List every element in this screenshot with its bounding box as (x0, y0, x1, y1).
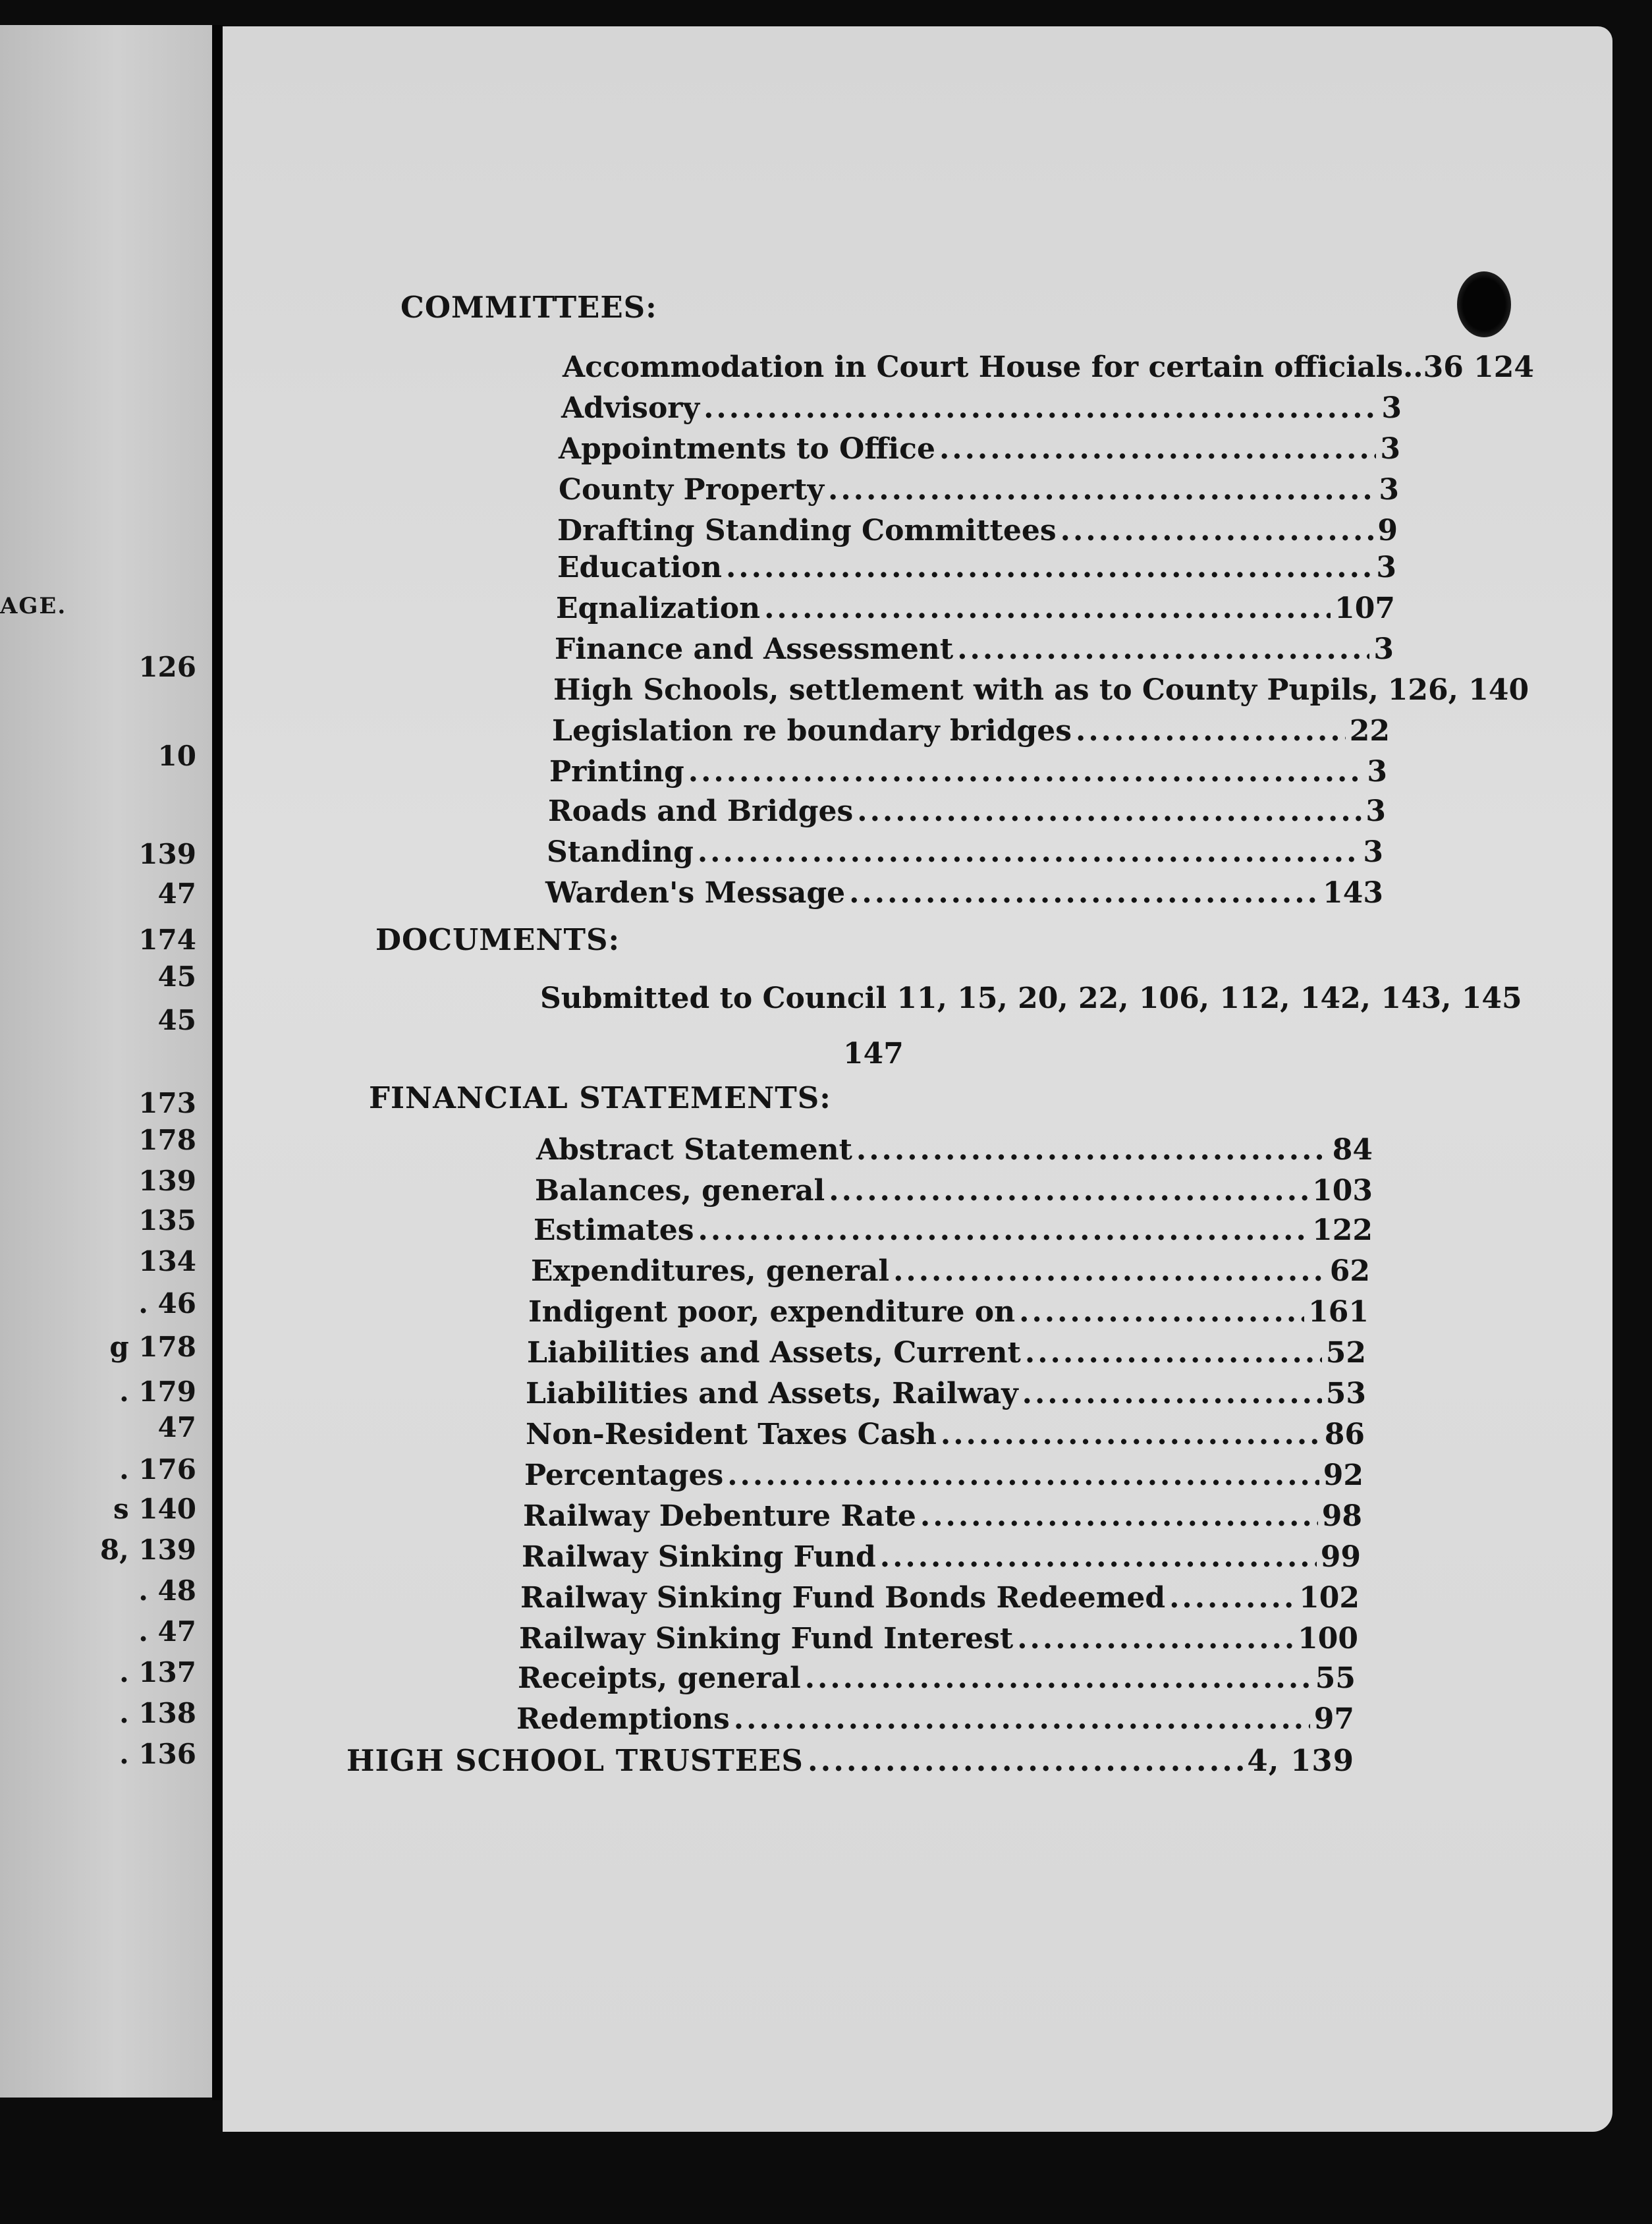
entry-label: Estimates (534, 1213, 694, 1247)
entry-label: Finance and Assessment (555, 632, 954, 666)
entry-page: 99 (1320, 1540, 1361, 1574)
index-entry (549, 755, 1387, 789)
entry-label: Railway Debenture Rate (523, 1499, 916, 1533)
index-entry (516, 1702, 1354, 1736)
left-page-number: s 140 (113, 1493, 196, 1525)
leader-dots (1022, 1377, 1322, 1410)
index-entry (534, 1213, 1373, 1247)
entry-page: 9 (1377, 514, 1398, 547)
left-page-number: 47 (157, 877, 196, 910)
entry-page: 22 (1349, 714, 1390, 748)
entry-page: ..36 124 (1402, 350, 1535, 384)
left-page-number: 135 (138, 1204, 196, 1237)
left-page-number: . 48 (138, 1574, 196, 1607)
entry-page: 92 (1323, 1459, 1363, 1492)
entry-label: Balances, general (535, 1174, 825, 1208)
index-entry (559, 473, 1399, 507)
leader-dots (1025, 1336, 1322, 1370)
entry-page: 143 (1323, 876, 1383, 910)
leader-dots (1019, 1295, 1304, 1329)
index-entry (561, 391, 1402, 425)
index-entry (526, 1418, 1365, 1451)
entry-label: Advisory (561, 391, 700, 425)
entry-page: 3 (1381, 391, 1402, 425)
left-page-number: 8, 139 (99, 1534, 196, 1566)
left-page-number: 139 (138, 1165, 196, 1197)
left-page-number: 10 (157, 740, 196, 772)
leader-dots (805, 1661, 1311, 1695)
left-page-number: 126 (138, 651, 196, 683)
entry-label: Accommodation in Court House for certain officials (563, 350, 1403, 384)
leader-dots (849, 876, 1319, 910)
index-entry (552, 714, 1390, 748)
documents-heading: DOCUMENTS: (375, 922, 620, 957)
left-page-number: . 46 (138, 1287, 196, 1320)
left-page-number: . 176 (119, 1453, 196, 1486)
left-page-fragment (0, 25, 212, 2098)
index-entry (556, 592, 1395, 625)
index-entry (524, 1459, 1363, 1492)
leader-dots (734, 1702, 1310, 1736)
leader-dots (727, 1459, 1319, 1492)
entry-label: Non-Resident Taxes Cash (526, 1418, 937, 1451)
entry-label: Appointments to Office (559, 432, 935, 466)
committees-heading: COMMITTEES: (400, 290, 657, 325)
leader-dots (829, 1174, 1308, 1208)
entry-label: Roads and Bridges (548, 794, 854, 828)
financial-statements-heading: FINANCIAL STATEMENTS: (369, 1080, 831, 1115)
index-entry (547, 835, 1383, 869)
entry-page: 103 (1312, 1174, 1373, 1208)
index-entry (518, 1661, 1356, 1695)
leader-dots (957, 632, 1369, 666)
entry-page: 3 (1363, 835, 1383, 869)
index-entry (557, 551, 1396, 584)
entry-page: 3 (1373, 632, 1394, 666)
index-entry (519, 1622, 1358, 1655)
entry-page: 3 (1365, 794, 1386, 828)
leader-dots (1017, 1622, 1294, 1655)
entry-label: Education (557, 551, 722, 584)
leader-dots (698, 835, 1360, 869)
entry-label: Liabilities and Assets, Current (527, 1336, 1021, 1370)
entry-label: Percentages (524, 1459, 724, 1492)
index-entry (557, 514, 1398, 547)
index-entry (553, 673, 1529, 707)
binding-hole (1457, 271, 1511, 337)
entry-page: 4, 139 (1247, 1743, 1354, 1778)
entry-page: 3 (1376, 551, 1396, 584)
left-page-number: 134 (138, 1245, 196, 1277)
entry-label: Standing (547, 835, 694, 869)
entry-page: 53 (1325, 1377, 1366, 1410)
entry-page: 84 (1332, 1133, 1373, 1167)
entry-label: Redemptions (516, 1702, 730, 1736)
index-page (223, 26, 1612, 2132)
left-page-number: 174 (138, 924, 196, 956)
leader-dots (698, 1213, 1309, 1247)
entry-label: Abstract Statement (536, 1133, 852, 1167)
left-page-number: 47 (157, 1411, 196, 1443)
index-entry (528, 1295, 1369, 1329)
entry-page: 107 (1335, 592, 1395, 625)
entry-label: Liabilities and Assets, Railway (526, 1377, 1018, 1410)
leader-dots (688, 755, 1363, 789)
index-entry (523, 1499, 1362, 1533)
index-entry (526, 1377, 1366, 1410)
entry-page: 122 (1312, 1213, 1373, 1247)
left-page-number: 173 (138, 1087, 196, 1119)
entry-label: Legislation re boundary bridges (552, 714, 1072, 748)
entry-label: High Schools, settlement with as to County Pupils, (553, 673, 1379, 707)
entry-page: 3 (1367, 755, 1387, 789)
leader-dots (941, 1418, 1321, 1451)
entry-label: Railway Sinking Fund Interest (519, 1622, 1014, 1655)
entry-label: Expenditures, general (531, 1254, 890, 1288)
entry-page: 86 (1324, 1418, 1365, 1451)
leader-dots (808, 1743, 1243, 1778)
documents-submitted-line: Submitted to Council 11, 15, 20, 22, 106, 112, 142, 143, 145 (540, 982, 1522, 1015)
entry-label: Drafting Standing Committees (557, 514, 1057, 547)
left-page-number: 45 (157, 960, 196, 993)
entry-label: Indigent poor, expenditure on (528, 1295, 1016, 1329)
leader-dots (1169, 1581, 1295, 1615)
entry-page: 97 (1313, 1702, 1354, 1736)
index-entry (520, 1581, 1360, 1615)
left-page-number: . 179 (119, 1376, 196, 1408)
entry-page: 62 (1329, 1254, 1370, 1288)
entry-page: 3 (1380, 432, 1400, 466)
index-entry (535, 1174, 1373, 1208)
entry-label: Eqnalization (556, 592, 761, 625)
leader-dots (1060, 514, 1374, 547)
entry-page: 100 (1298, 1622, 1358, 1655)
entry-label: Warden's Message (545, 876, 846, 910)
leader-dots (828, 473, 1375, 507)
entry-label: Printing (549, 755, 684, 789)
left-page-header: AGE. (0, 593, 67, 619)
entry-page: 3 (1379, 473, 1399, 507)
leader-dots (764, 592, 1331, 625)
entry-page: 52 (1325, 1336, 1366, 1370)
leader-dots (726, 551, 1372, 584)
index-entry (563, 350, 1535, 384)
entry-page: 102 (1299, 1581, 1360, 1615)
entry-page: 98 (1321, 1499, 1362, 1533)
left-page-number: . 137 (119, 1656, 196, 1688)
leader-dots (893, 1254, 1326, 1288)
left-page-number: 139 (138, 838, 196, 870)
left-page-number: . 138 (119, 1697, 196, 1729)
leader-dots (856, 1133, 1329, 1167)
leader-dots (920, 1499, 1318, 1533)
entry-label: Receipts, general (518, 1661, 801, 1695)
entry-label: Railway Sinking Fund (522, 1540, 876, 1574)
left-page-number: g 178 (109, 1331, 196, 1363)
index-entry (522, 1540, 1361, 1574)
entry-page: 161 (1308, 1295, 1369, 1329)
documents-continuation-line: 147 (843, 1037, 904, 1070)
index-entry (555, 632, 1394, 666)
left-page-number: 178 (138, 1124, 196, 1156)
entry-page: 55 (1315, 1661, 1356, 1695)
left-page-number: . 136 (119, 1738, 196, 1770)
leader-dots (703, 391, 1377, 425)
entry-label: County Property (559, 473, 825, 507)
entry-label: Railway Sinking Fund Bonds Redeemed (520, 1581, 1166, 1615)
entry-page: 126, 140 (1387, 673, 1529, 707)
left-page-number: 45 (157, 1004, 196, 1036)
leader-dots (880, 1540, 1317, 1574)
index-entry (559, 432, 1400, 466)
index-entry (531, 1254, 1370, 1288)
leader-dots (1076, 714, 1346, 748)
index-entry (527, 1336, 1366, 1370)
book-spine (212, 25, 223, 2100)
left-page-number: . 47 (138, 1615, 196, 1648)
index-entry (536, 1133, 1373, 1167)
leader-dots (857, 794, 1362, 828)
entry-label: HIGH SCHOOL TRUSTEES (346, 1743, 804, 1778)
index-entry (545, 876, 1383, 910)
leader-dots (939, 432, 1376, 466)
high-school-trustees-entry (346, 1743, 1354, 1778)
index-entry (548, 794, 1386, 828)
